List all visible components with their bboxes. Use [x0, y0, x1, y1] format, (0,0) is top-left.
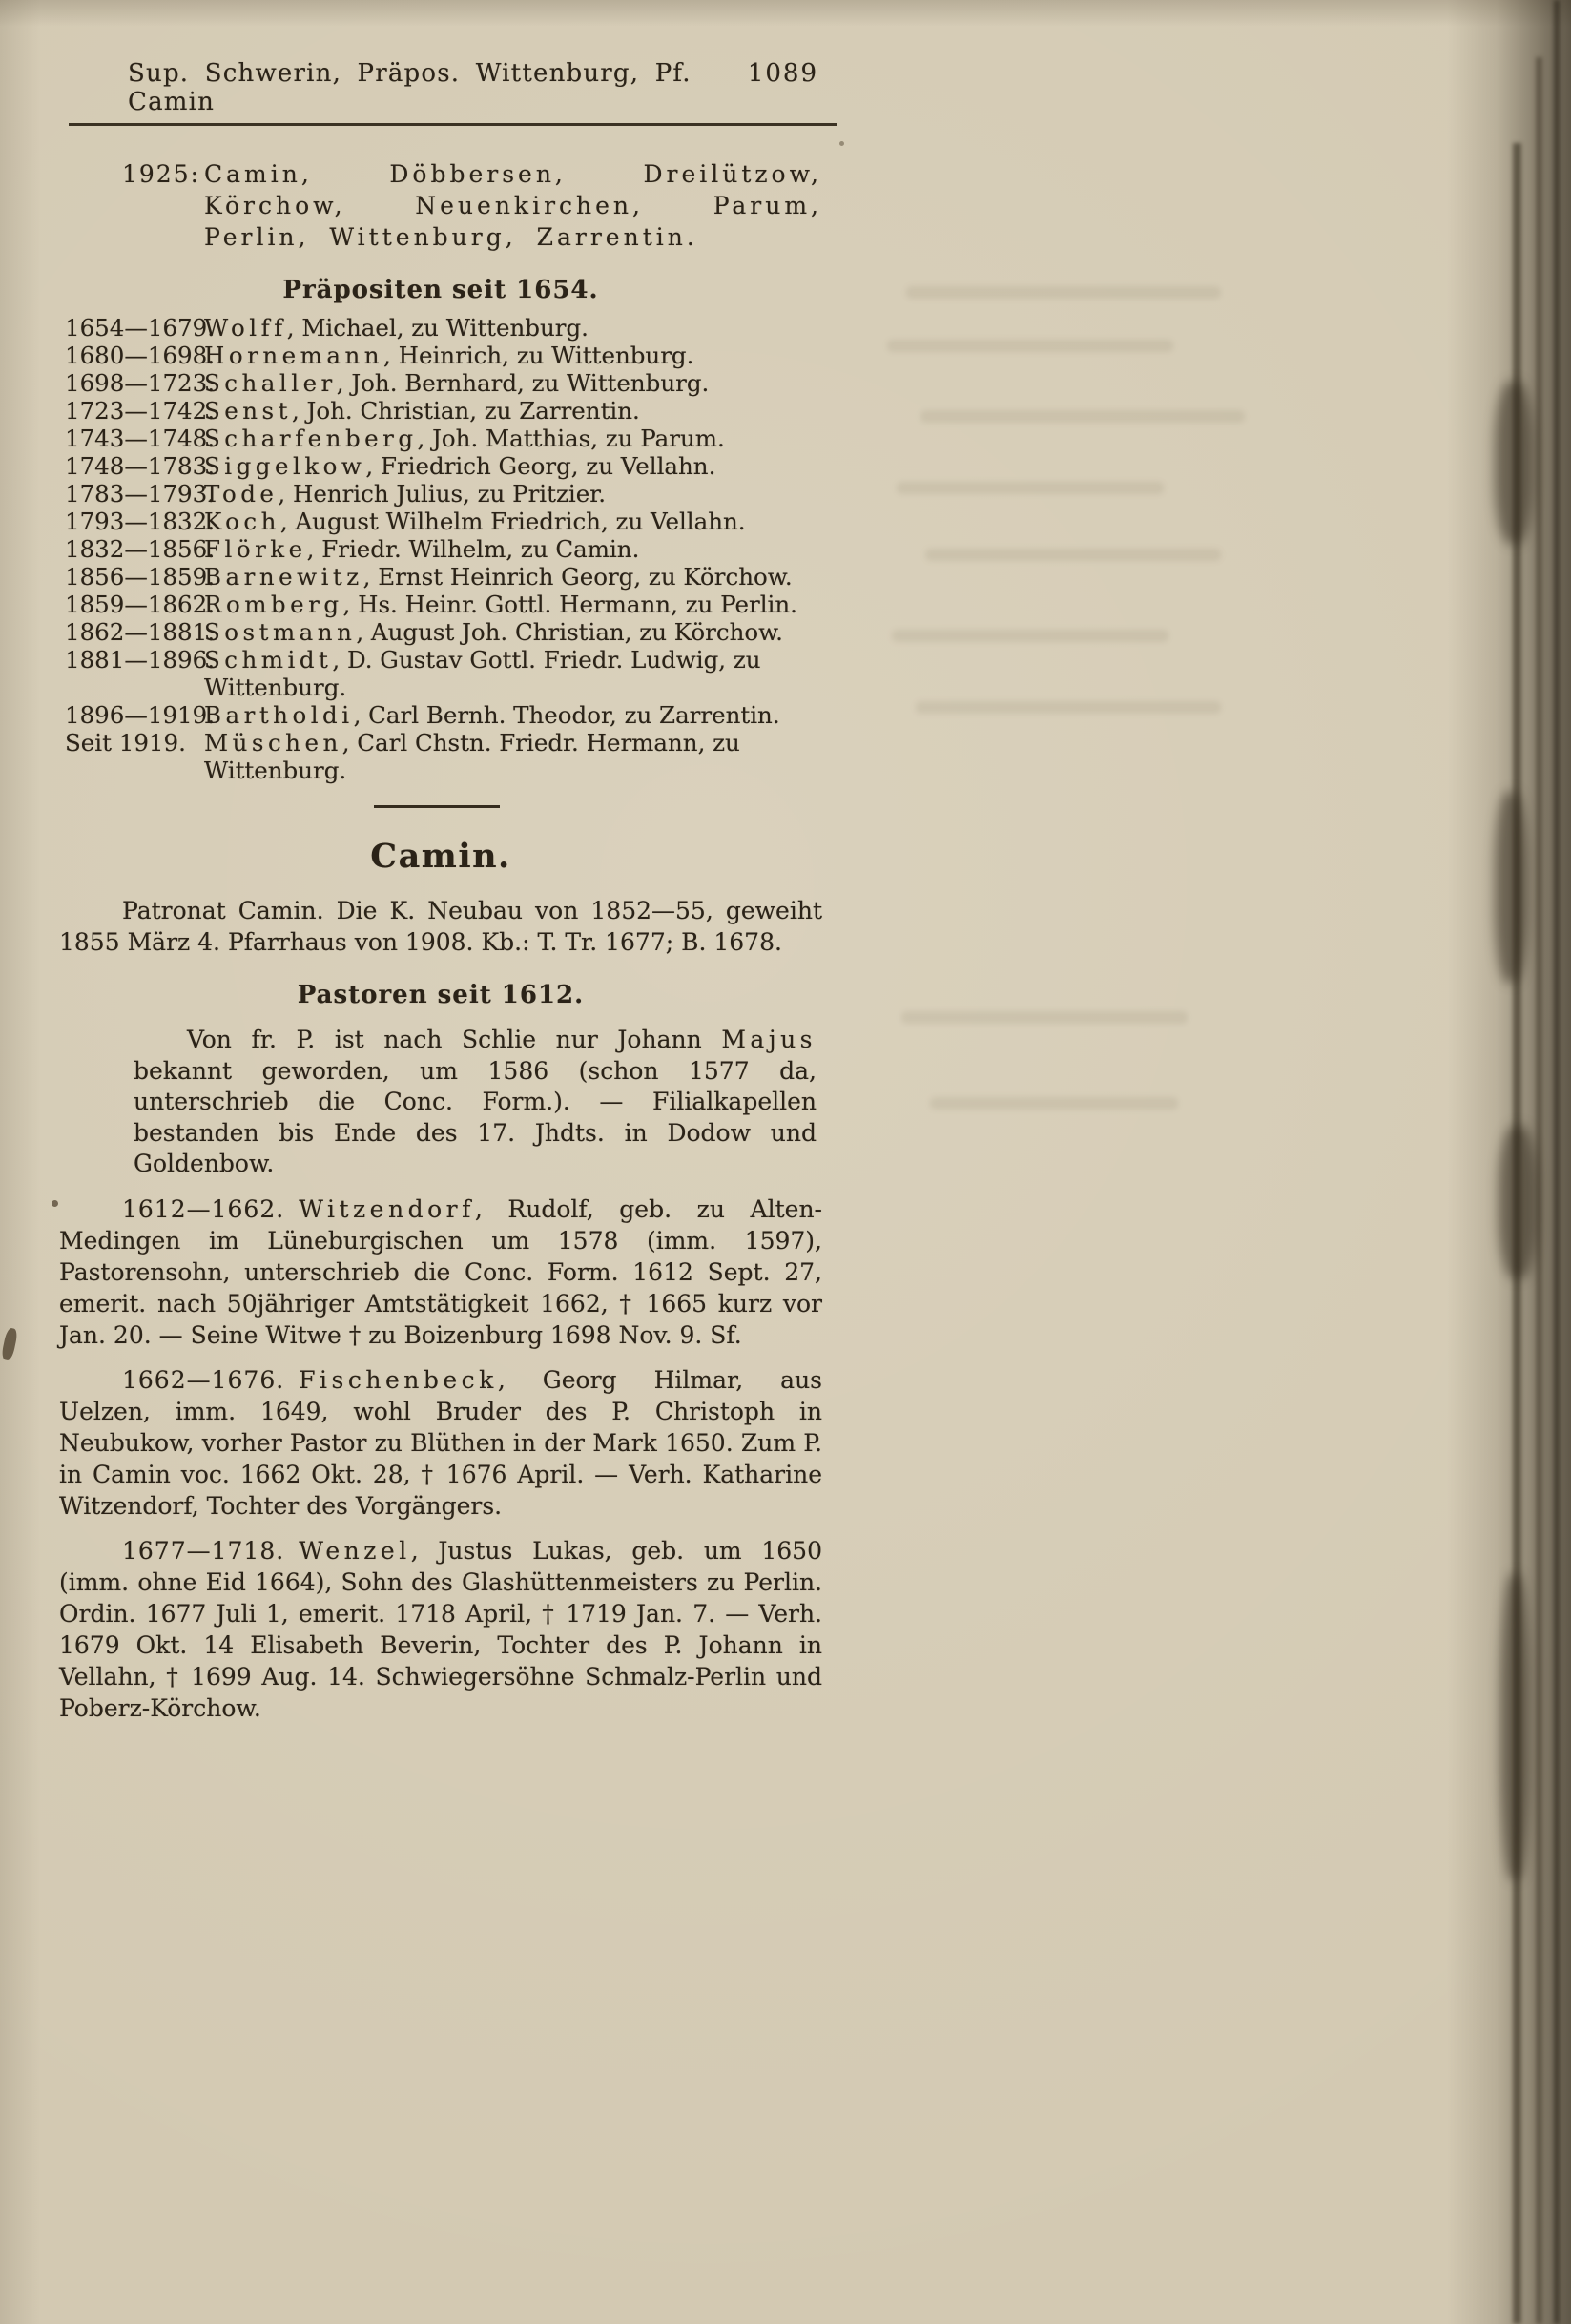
pastor-years: 1612—1662. — [122, 1194, 285, 1223]
entry-details: , August Joh. Christian, zu Körchow. — [356, 618, 783, 646]
pastoren-heading: Pastoren seit 1612. — [297, 981, 585, 1009]
entry-surname: Bartholdi — [204, 701, 354, 729]
entry-years: 1723—1742. — [65, 397, 215, 425]
ink-speck — [839, 141, 844, 146]
page-edge-strip — [1513, 143, 1521, 2324]
bleed-through-mark — [916, 701, 1221, 714]
entry-years: 1862—1881. — [65, 618, 215, 646]
page-number: 1089 — [747, 59, 818, 88]
pastor-surname: Wenzel — [299, 1536, 411, 1565]
bleed-through-mark — [906, 286, 1221, 299]
praepositen-list — [59, 314, 822, 784]
entry-details: , Henrich Julius, zu Pritzier. — [278, 480, 607, 508]
pastor-details: , Rudolf, geb. zu Alten-Medingen im Lüneburgischen um 1578 (imm. 1597), Pastorensohn, unterschrieb die Conc. Form. 1612 Sept. 27, emerit. nach 50jähriger Amtstätigkeit 1662, † 1665 kurz vor Jan. 20. — Seine Witwe † zu Boizenburg 1698 Nov. 9. Sf. — [59, 1194, 822, 1349]
praeposit-row — [59, 397, 822, 425]
praeposit-row — [59, 425, 822, 452]
entry-surname: Romberg — [204, 591, 343, 618]
bleed-through-mark — [925, 549, 1221, 561]
bleed-through-mark — [897, 482, 1164, 494]
header-title: Sup. Schwerin, Präpos. Wittenburg, Pf. Camin — [128, 59, 692, 116]
praepositen-heading: Präpositen seit 1654. — [282, 276, 599, 304]
entry-details: , Heinrich, zu Wittenburg. — [383, 342, 694, 369]
praeposit-row — [59, 452, 822, 480]
praeposit-row — [59, 591, 822, 618]
entry-surname: Koch — [204, 508, 280, 535]
entry-years: 1832—1856. — [65, 535, 215, 563]
entry-surname: Scharfenberg — [204, 425, 418, 452]
pastor-details: , Justus Lukas, geb. um 1650 (imm. ohne Eid 1664), Sohn des Glashüttenmeisters zu Perlin. Ordin. 1677 Juli 1, emerit. 1718 April, † 1719 Jan. 7. — Verh. 1679 Okt. 14 Elisabeth Beverin, Tochter des P. Johann in Vellahn, † 1699 Aug. 14. Schwiegersöhne Schmalz-Perlin und Poberz-Körchow. — [59, 1536, 822, 1722]
section-divider — [374, 805, 500, 808]
entry-surname: Schmidt — [204, 646, 333, 674]
pastor-years: 1662—1676. — [122, 1365, 285, 1394]
page-edge-shadow — [1447, 0, 1571, 2324]
entry-details: , Friedr. Wilhelm, zu Camin. — [306, 535, 640, 563]
entry-years: 1698—1723. — [65, 369, 215, 397]
parish-1925-entry — [59, 158, 822, 253]
praeposit-row — [59, 646, 822, 701]
praeposit-row — [59, 535, 822, 563]
entry-details: , Friedrich Georg, zu Vellahn. — [365, 452, 716, 480]
entry-surname: Wolff — [204, 314, 287, 342]
pastor-surname: Fischenbeck — [299, 1365, 498, 1394]
entry-years: 1793—1832. — [65, 508, 215, 535]
entry-details: , Joh. Christian, zu Zarrentin. — [291, 397, 640, 425]
praeposit-row — [59, 480, 822, 508]
entry-surname: Barnewitz — [204, 563, 363, 591]
entry-surname: Siggelkow — [204, 452, 366, 480]
patronat-paragraph: Patronat Camin. Die K. Neubau von 1852—55, geweiht 1855 März 4. Pfarrhaus von 1908. Kb.: T. Tr. 1677; B. 1678. — [59, 897, 822, 956]
entry-details: , Ernst Heinrich Georg, zu Körchow. — [362, 563, 793, 591]
bleed-through-mark — [887, 340, 1173, 352]
entry-details: , Hs. Heinr. Gottl. Hermann, zu Perlin. — [342, 591, 797, 618]
praeposit-row — [59, 563, 822, 591]
pastor-entry — [59, 1535, 822, 1724]
page-edge-strip — [1536, 57, 1542, 2324]
entry-years: 1856—1859. — [65, 563, 215, 591]
entry-surname: Hornemann — [204, 342, 384, 369]
entry-details: , Michael, zu Wittenburg. — [286, 314, 589, 342]
running-header — [59, 59, 822, 116]
pastor-surname: Majus — [721, 1026, 817, 1053]
praeposit-row — [59, 618, 822, 646]
page-edge-blotch — [1495, 382, 1533, 544]
praeposit-row — [59, 342, 822, 369]
page-content — [59, 59, 822, 1724]
header-rule — [69, 123, 837, 126]
pastor-entry — [59, 1193, 822, 1351]
entry-details: , Joh. Bernhard, zu Wittenburg. — [336, 369, 710, 397]
page-edge-blotch — [1500, 1574, 1529, 1879]
bleed-through-mark — [930, 1097, 1178, 1110]
entry-years: 1881—1896. — [65, 646, 215, 674]
entry-details: , Joh. Matthias, zu Parum. — [417, 425, 725, 452]
bleed-through-mark — [892, 630, 1168, 642]
pastor-intro-paragraph — [134, 1025, 817, 1180]
entry-years: 1680—1698. — [65, 342, 215, 369]
praeposit-row — [59, 508, 822, 535]
praeposit-row — [59, 729, 822, 784]
bleed-through-mark — [920, 410, 1245, 423]
pastor-entry — [59, 1364, 822, 1522]
entry-years: 1748—1783. — [65, 452, 215, 480]
entry-surname: Flörke — [204, 535, 307, 563]
praeposit-row — [59, 314, 822, 342]
page-edge-blotch — [1499, 1126, 1537, 1278]
entry-surname: Müschen — [204, 729, 342, 757]
pastor-details: , Georg Hilmar, aus Uelzen, imm. 1649, wohl Bruder des P. Christoph in Neubukow, vorher Pastor zu Blüthen in der Mark 1650. Zum P. in Camin voc. 1662 Okt. 28, † 1676 April. — Verh. Katharine Witzendorf, Tochter des Vorgängers. — [59, 1365, 822, 1520]
intro-text-after: bekannt geworden, um 1586 (schon 1577 da, unterschrieb die Conc. Form.). — Filialkapellen bestanden bis Ende des 17. Jhdts. in Dodow und Goldenbow. — [134, 1056, 817, 1177]
bleed-through-mark — [901, 1011, 1188, 1024]
entry-surname: Schaller — [204, 369, 337, 397]
page-edge-blotch — [1495, 792, 1527, 983]
entry-years: 1783—1793. — [65, 480, 215, 508]
entry-years: 1743—1748. — [65, 425, 215, 452]
entry-details: , D. Gustav Gottl. Friedr. Ludwig, zu Wittenburg. — [204, 646, 761, 701]
entry-years: Seit 1919. — [65, 729, 186, 757]
pastor-surname: Witzendorf — [299, 1194, 475, 1223]
entry-details: , Carl Bernh. Theodor, zu Zarrentin. — [353, 701, 780, 729]
entry-details: , Carl Chstn. Friedr. Hermann, zu Wittenburg. — [204, 729, 740, 784]
parish-places: Camin, Döbbersen, Dreilützow, Körchow, Neuenkirchen, Parum, Perlin, Wittenburg, Zarrentin. — [204, 160, 822, 251]
page-edge-strip — [1554, 0, 1560, 2324]
parish-year-label: 1925: — [122, 160, 201, 188]
ink-speck — [52, 1200, 58, 1207]
entry-years: 1654—1679. — [65, 314, 215, 342]
entry-surname: Sostmann — [204, 618, 357, 646]
praeposit-row — [59, 369, 822, 397]
entry-surname: Tode — [204, 480, 279, 508]
camin-heading: Camin. — [370, 837, 511, 876]
praeposit-row — [59, 701, 822, 729]
intro-text-before: Von fr. P. ist nach Schlie nur Johann — [187, 1026, 722, 1053]
margin-mark — [1, 1327, 19, 1361]
entry-details: , August Wilhelm Friedrich, zu Vellahn. — [279, 508, 746, 535]
pastor-years: 1677—1718. — [122, 1536, 285, 1565]
entry-years: 1859—1862. — [65, 591, 215, 618]
entry-years: 1896—1919. — [65, 701, 215, 729]
entry-surname: Senst — [204, 397, 292, 425]
